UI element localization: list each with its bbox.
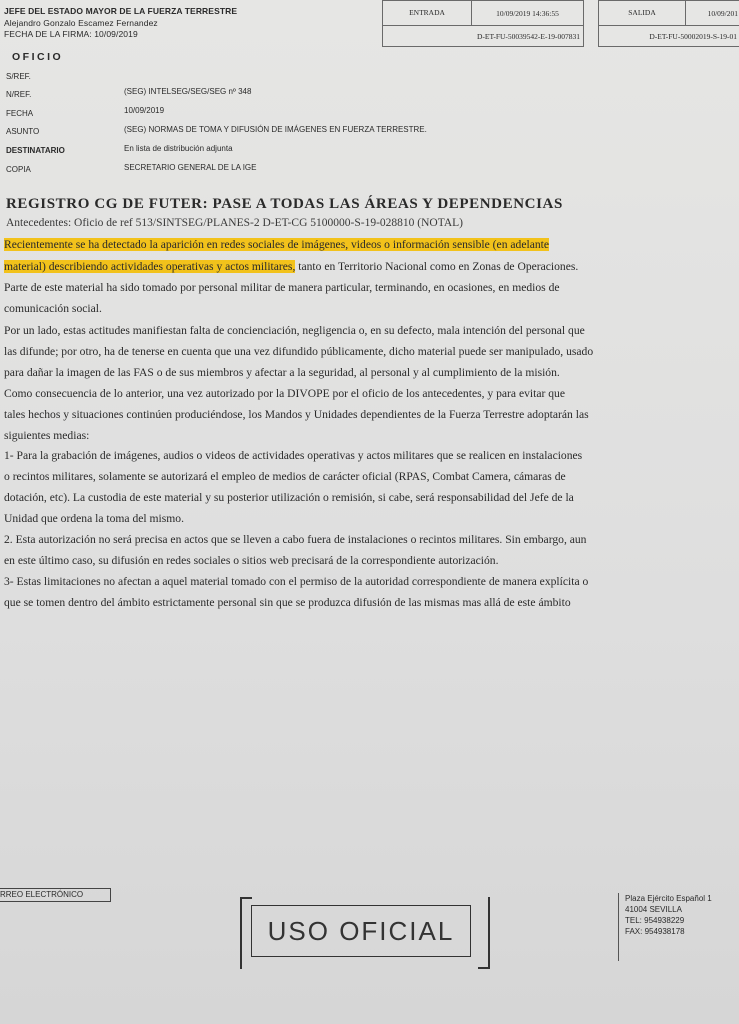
signer-title: JEFE DEL ESTADO MAYOR DE LA FUERZA TERRESTRE [4, 6, 238, 16]
meta-value-destinatario: En lista de distribución adjunta [124, 144, 233, 153]
meta-key-sref: S/REF. [6, 72, 31, 81]
body-line: para dañar la imagen de las FAS o de sus miembros y afectar a la seguridad, al personal y al cumplimiento de la misión. [4, 366, 560, 379]
meta-value-asunto: (SEG) NORMAS DE TOMA Y DIFUSIÓN DE IMÁGENES EN FUERZA TERRESTRE. [124, 125, 427, 134]
address-fax: FAX: 954938178 [625, 927, 685, 936]
meta-value-nref: (SEG) INTELSEG/SEG/SEG nº 348 [124, 87, 252, 96]
exit-label: SALIDA [599, 1, 686, 25]
highlighted-text: material) describiendo actividades operativas y actos militares, [4, 260, 296, 273]
meta-key-copia: COPIA [6, 165, 31, 174]
entry-date: 10/09/2019 14:36:55 [496, 8, 559, 18]
meta-value-fecha: 10/09/2019 [124, 106, 165, 115]
signer-name: Alejandro Gonzalo Escamez Fernandez [4, 17, 158, 28]
body-line: siguientes medias: [4, 429, 90, 442]
meta-key-destinatario: DESTINATARIO [6, 146, 65, 155]
body-text: tanto en Territorio Nacional como en Zonas de Operaciones. [295, 260, 579, 273]
entry-stamp [382, 0, 584, 47]
address-block [618, 893, 712, 961]
body-line: Por un lado, estas actitudes manifiestan falta de concienciación, negligencia o, en su defecto, mala intención del personal que [4, 324, 585, 337]
address-phone: TEL: 954938229 [625, 916, 685, 925]
exit-code: D-ET-FU-50002019-S-19-01 [649, 32, 737, 41]
body-line: 3- Estas limitaciones no afectan a aquel material tomado con el permiso de la autoridad correspondiente de manera explícita o [4, 575, 589, 588]
signature-date: FECHA DE LA FIRMA: 10/09/2019 [4, 29, 138, 39]
entry-code: D-ET-FU-50039542-E-19-007831 [476, 32, 580, 41]
meta-value-copia: SECRETARIO GENERAL DE LA IGE [124, 163, 257, 172]
meta-key-asunto: ASUNTO [6, 127, 40, 136]
body-line: Parte de este material ha sido tomado por personal militar de manera particular, terminando, en ocasiones, en medios de [4, 281, 560, 294]
body-line: en este último caso, su difusión en redes sociales o sitios web precisará de la correspondiente autorización. [4, 554, 499, 567]
correo-electronico-label: RREO ELECTRÓNICO [0, 888, 111, 902]
meta-key-fecha: FECHA [6, 109, 34, 118]
document-title: REGISTRO CG DE FUTER: PASE A TODAS LAS ÁREAS Y DEPENDENCIAS [6, 196, 563, 212]
body-line: las difunde; por otro, ha de tenerse en cuenta que una vez difundido públicamente, dicho material puede ser manipulado, usado [4, 345, 594, 358]
antecedentes-line: Antecedentes: Oficio de ref 513/SINTSEG/PLANES-2 D-ET-CG 5100000-S-19-028810 (NOTAL) [6, 217, 463, 229]
address-city: 41004 SEVILLA [625, 905, 682, 914]
body-line: 1- Para la grabación de imágenes, audios o videos de actividades operativas y actos militares que se realicen en instalaciones [4, 449, 583, 462]
oficio-heading: OFICIO [12, 51, 64, 63]
body-line: dotación, etc). La custodia de este material y su posterior utilización o remisión, si cabe, será responsabilidad del Jefe de la [4, 491, 574, 504]
body-line: o recintos militares, solamente se autorizará el empleo de medios de carácter oficial (RPAS, Combat Camera, cámaras de [4, 470, 566, 483]
body-line: que se tomen dentro del ámbito estrictamente personal sin que se produzca difusión de las mismas mas allá de este ámbito [4, 596, 571, 609]
body-line: Como consecuencia de lo anterior, una vez autorizado por la DIVOPE por el oficio de los antecedentes, y para evitar que [4, 387, 565, 400]
highlighted-text: Recientemente se ha detectado la aparición en redes sociales de imágenes, videos o información sensible (en adelante [4, 238, 550, 251]
body-line: tales hechos y situaciones continúen produciéndose, los Mandos y Unidades dependientes de la Fuerza Terrestre adoptarán las [4, 408, 589, 421]
meta-key-nref: N/REF. [6, 90, 32, 99]
entry-label: ENTRADA [383, 1, 472, 25]
uso-oficial-stamp: USO OFICIAL [251, 905, 471, 957]
body-line: Unidad que ordena la toma del mismo. [4, 512, 184, 525]
body-line: comunicación social. [4, 302, 102, 315]
exit-date: 10/09/201 [707, 8, 738, 18]
exit-stamp [598, 0, 739, 47]
signature-header [4, 6, 304, 41]
address-street: Plaza Ejército Español 1 [625, 894, 712, 903]
body-line: 2. Esta autorización no será precisa en actos que se lleven a cabo fuera de instalaciones o recintos militares. Sin embargo, aun [4, 533, 587, 546]
